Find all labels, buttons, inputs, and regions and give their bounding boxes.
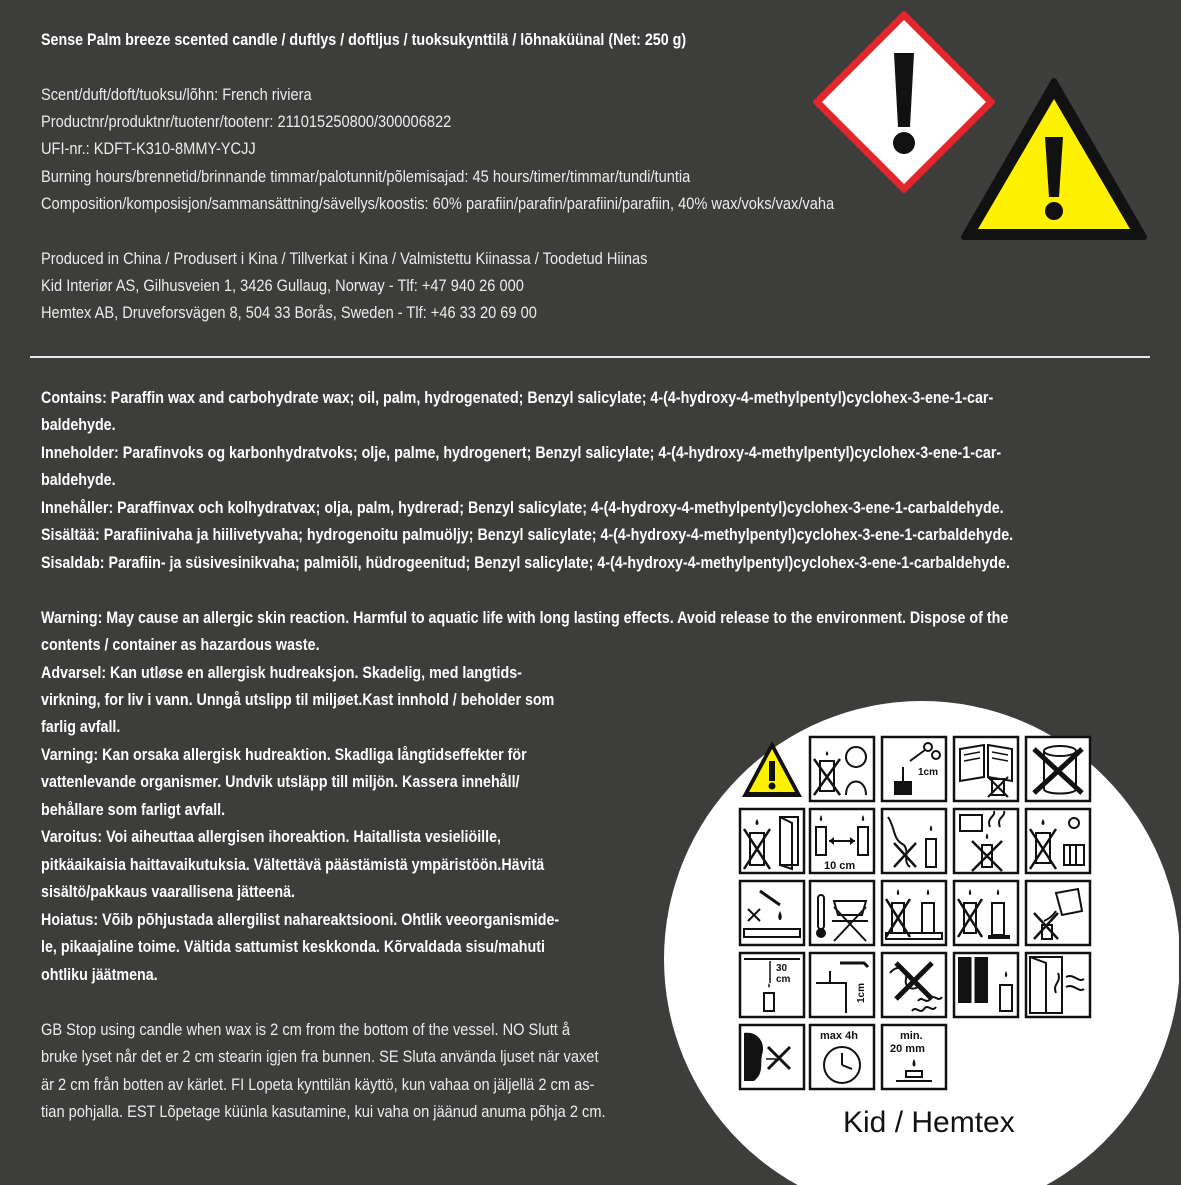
heat-resistant-icon (810, 881, 874, 945)
no-blow-out-icon (740, 1025, 804, 1089)
max-4h-label: max 4h (820, 1030, 858, 1042)
warning-en-line-2: contents / container as hazardous waste. (41, 635, 320, 654)
candle-distance-icon (810, 809, 874, 873)
no-draught-icon (740, 809, 804, 873)
product-number-line: Productnr/produktnr/tuotenr/tootenr: 211015250800/300006822 (41, 112, 452, 131)
footer-line-1: GB Stop using candle when wax is 2 cm from the bottom of the vessel. NO Slutt å (41, 1020, 571, 1039)
min-label: min. (900, 1030, 923, 1042)
read-instructions-icon (954, 737, 1018, 801)
burning-hours-line: Burning hours/brennetid/brinnande timmar/palotunnit/põlemisajad: 45 hours/timer/timmar/tundi/tuntia (41, 167, 691, 186)
min-20mm-icon (882, 1025, 946, 1089)
origin-line: Produced in China / Produsert i Kina / Tillverkat i Kina / Valmistettu Kiinassa / Toodetud Hiinas (41, 249, 648, 268)
warning-ee-line-3: ohtliku jäätmena. (41, 965, 158, 984)
warning-ee-line-1: Hoiatus: Võib põhjustada allergilist nahareaktsiooni. Ohtlik veeorganismide- (41, 910, 560, 929)
ufi-line: UFI-nr.: KDFT-K310-8MMY-YCJJ (41, 139, 256, 158)
contains-ee-line: Sisaldab: Parafiin- ja süsivesinikvaha; palmiõli, hüdrogeenitud; Benzyl salicylate; 4-(4-hydroxy-4-methylpentyl)cyclohex-3-ene-1-carbaldehyde. (41, 553, 1010, 572)
product-title: Sense Palm breeze scented candle / duftlys / doftljus / tuoksukynttilä / lõhnaküünal (Net: 250 g) (41, 30, 687, 49)
no-holder-icon (882, 881, 946, 945)
safety-pictogram-panel (663, 697, 1179, 1185)
contains-no-line-2: baldehyde. (41, 470, 116, 489)
no-smoke-icon (882, 953, 946, 1017)
warning-fi-line-2: pitkäaikaisia haittavaikutuksia. Vältettävä päästämistä ympäristöön.Hävitä (41, 855, 545, 874)
no-heat-source-icon (1026, 809, 1090, 873)
window-candle-icon (954, 953, 1018, 1017)
brand-label: Kid / Hemtex (843, 1106, 1015, 1139)
footer-line-4: tian pohjalla. EST Lõpetage küünla kasutamine, kui vaha on jäänud anuma põhja 2 cm. (41, 1102, 606, 1121)
use-holder-icon (954, 881, 1018, 945)
no-near-burning-icon (954, 809, 1018, 873)
min-20mm-label: 20 mm (890, 1043, 925, 1055)
trim-1cm-label: 1cm (918, 767, 939, 778)
curtain-window-icon (1026, 953, 1090, 1017)
warning-no-line-3: farlig avfall. (41, 717, 121, 736)
warning-se-line-2: vattenlevande organismer. Undvik utsläpp till miljön. Kassera innehåll/ (41, 772, 520, 791)
warning-fi-line-1: Varoitus: Voi aiheuttaa allergisen ihoreaktion. Haitallista vesieliöille, (41, 827, 502, 846)
keep-away-from-children-icon (810, 737, 874, 801)
contains-en-line-2: baldehyde. (41, 415, 116, 434)
warning-no-line-2: virkning, for liv i vann. Unngå utslipp til miljøet.Kast innhold / beholder som (41, 690, 555, 709)
candle-spacing-30cm-icon (740, 953, 804, 1017)
contains-no-line-1: Inneholder: Parafinvoks og karbonhydratvoks; olje, palme, hydrogenert; Benzyl salicylate; 4-(4-hydroxy-4-methylpentyl)cyclohex-3-ene-1-car- (41, 443, 1002, 462)
contains-en-line-1: Contains: Paraffin wax and carbohydrate wax; oil, palm, hydrogenated; Benzyl salicylate; 4-(4-hydroxy-4-methylpentyl)cyclohex-3-ene-1-car- (41, 388, 994, 407)
composition-line: Composition/komposisjon/sammansättning/sävellys/koostis: 60% parafiin/parafin/parafiini/parafiin, 40% wax/voks/vax/vaha (41, 194, 835, 213)
trim-wick-icon (882, 737, 946, 801)
no-flammable-nearby-icon (882, 809, 946, 873)
scent-line: Scent/duft/doft/tuoksu/lõhn: French riviera (41, 85, 312, 104)
company-norway-line: Kid Interiør AS, Gilhusveien 1, 3426 Gullaug, Norway - Tlf: +47 940 26 000 (41, 276, 524, 295)
wick-1cm-label: 1cm (856, 982, 867, 1003)
spacing-cm-label: cm (776, 974, 791, 985)
warning-triangle-icon (958, 75, 1150, 243)
wick-height-icon (810, 953, 874, 1017)
warning-no-line-1: Advarsel: Kan utløse en allergisk hudreaksjon. Skadelig, med langtids- (41, 663, 522, 682)
footer-line-2: bruke lyset når det er 2 cm stearin igjen fra bunnen. SE Sluta använda ljuset när vaxet (41, 1047, 599, 1066)
section-divider (30, 356, 1150, 358)
footer-line-3: är 2 cm från botten av kärlet. FI Lopeta kynttilän käyttö, kun vahaa on jäljellä 2 cm as- (41, 1075, 595, 1094)
warning-se-line-3: behållare som farligt avfall. (41, 800, 226, 819)
warning-fi-line-3: sisältö/pakkaus vaarallisena jätteenä. (41, 882, 296, 901)
warning-se-line-1: Varning: Kan orsaka allergisk hudreaktion. Skadliga långtidseffekter för (41, 745, 527, 764)
distance-10cm-label: 10 cm (824, 860, 856, 872)
contains-fi-line: Sisältää: Parafiinivaha ja hiilivetyvaha; hydrogenoitu palmuöljy; Benzyl salicylate; 4-(4-hydroxy-4-methylpentyl)cyclohex-3-ene-1-carbaldehyde. (41, 525, 1014, 544)
warning-ee-line-2: le, pikaajaline toime. Vältida sattumist keskkonda. Kõrvaldada sisu/mahuti (41, 937, 545, 956)
no-packaging-icon (1026, 737, 1090, 801)
no-flammable-surface-icon (740, 881, 804, 945)
contains-se-line: Innehåller: Paraffinvax och kolhydratvax; olja, palm, hydrerad; Benzyl salicylate; 4-(4-hydroxy-4-methylpentyl)cyclohex-3-ene-1-carbaldehyde. (41, 498, 1004, 517)
max-4h-icon (810, 1025, 874, 1089)
no-water-extinguish-icon (1026, 881, 1090, 945)
company-sweden-line: Hemtex AB, Druveforsvägen 8, 504 33 Borås, Sweden - Tlf: +46 33 20 69 00 (41, 303, 537, 322)
warning-en-line-1: Warning: May cause an allergic skin reaction. Harmful to aquatic life with long lasting effects. Avoid release to the environment. Dispose of the (41, 608, 1009, 627)
spacing-30-label: 30 (776, 963, 788, 974)
